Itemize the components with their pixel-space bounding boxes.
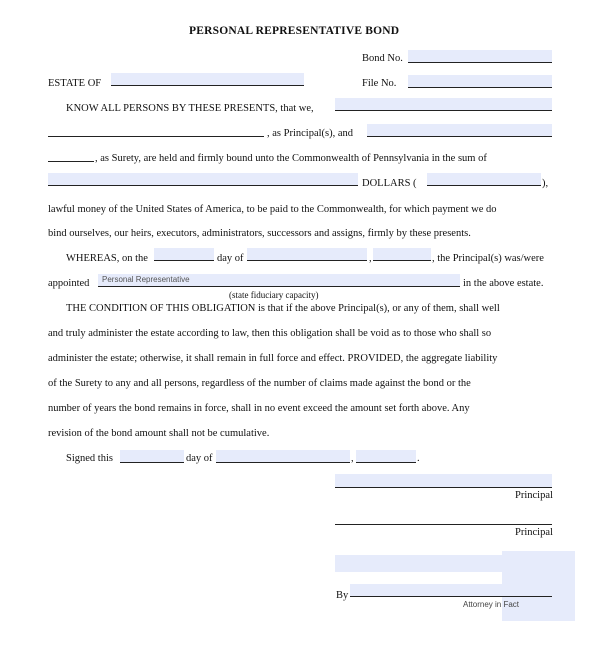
signed-year-field[interactable] bbox=[356, 450, 416, 463]
condition-text: THE CONDITION OF THIS OBLIGATION is that if the above Principal(s), or any of them, shall well bbox=[66, 303, 500, 314]
paragraph-line-1: and truly administer the estate according to law, then this obligation shall be void as to those who shall so bbox=[48, 328, 492, 339]
file-no-label: File No. bbox=[362, 78, 397, 89]
signed-period: . bbox=[417, 453, 420, 464]
fiduciary-capacity-field[interactable] bbox=[98, 274, 460, 287]
principal-was-were-text: , the Principal(s) was/were bbox=[432, 253, 544, 264]
in-above-estate-text: in the above estate. bbox=[463, 278, 544, 289]
appointed-label: appointed bbox=[48, 278, 90, 289]
attorney-by-field[interactable] bbox=[350, 584, 552, 597]
estate-of-label: ESTATE OF bbox=[48, 78, 102, 89]
paragraph-line-3: of the Surety to any and all persons, regardless of the number of claims made against the bond or the bbox=[48, 378, 471, 389]
whereas-on-text: WHEREAS, on the bbox=[66, 253, 148, 264]
signed-day-of-text: day of bbox=[186, 453, 213, 464]
know-all-text: KNOW ALL PERSONS BY THESE PRESENTS, that we, bbox=[66, 103, 314, 114]
signed-month-field[interactable] bbox=[216, 450, 350, 463]
principal-label-2: Principal bbox=[515, 527, 553, 538]
bind-ourselves-text: bind ourselves, our heirs, executors, administrators, successors and assigns, firmly by these presents. bbox=[48, 228, 471, 239]
whereas-day-field[interactable] bbox=[154, 248, 214, 261]
page-title: PERSONAL REPRESENTATIVE BOND bbox=[189, 25, 400, 37]
by-label: By bbox=[336, 590, 349, 601]
as-surety-text: , as Surety, are held and firmly bound unto the Commonwealth of Pennsylvania in the sum of bbox=[95, 153, 487, 164]
principal-signature-2[interactable] bbox=[335, 524, 552, 525]
amount-words-field[interactable] bbox=[48, 173, 358, 186]
signed-day-field[interactable] bbox=[120, 450, 184, 463]
principal-signature-1[interactable] bbox=[335, 474, 552, 488]
estate-of-field[interactable] bbox=[111, 73, 304, 86]
principal-name-field-1[interactable] bbox=[335, 98, 552, 111]
amount-figures-field[interactable] bbox=[427, 173, 541, 186]
surety-name-line-2[interactable] bbox=[48, 161, 94, 162]
state-fiduciary-caption: (state fiduciary capacity) bbox=[229, 290, 319, 300]
principal-label-1: Principal bbox=[515, 490, 553, 501]
signed-comma: , bbox=[351, 453, 354, 464]
bond-no-field[interactable] bbox=[408, 50, 552, 63]
whereas-year-field[interactable] bbox=[373, 248, 431, 261]
whereas-day-of-text: day of bbox=[217, 253, 244, 264]
paragraph-line-4: number of years the bond remains in force, shall in no event exceed the amount set forth above. Any bbox=[48, 403, 470, 414]
dollars-close: ), bbox=[542, 178, 549, 189]
paragraph-line-2: administer the estate; otherwise, it shall remain in full force and effect. PROVIDED, the aggregate liability bbox=[48, 353, 498, 364]
lawful-money-text: lawful money of the United States of America, to be paid to the Commonwealth, for which payment we do bbox=[48, 204, 497, 215]
paragraph-line-5: revision of the bond amount shall not be cumulative. bbox=[48, 428, 270, 439]
file-no-field[interactable] bbox=[408, 75, 552, 88]
bond-no-label: Bond No. bbox=[362, 53, 403, 64]
surety-name-field-1[interactable] bbox=[367, 124, 552, 137]
principal-name-line-2[interactable] bbox=[48, 136, 264, 137]
as-principal-text: , as Principal(s), and bbox=[267, 128, 354, 139]
attorney-in-fact-label: Attorney in Fact bbox=[463, 600, 520, 609]
whereas-month-field[interactable] bbox=[247, 248, 367, 261]
dollars-label: DOLLARS ( bbox=[362, 178, 417, 189]
signed-this-text: Signed this bbox=[66, 453, 113, 464]
whereas-comma: , bbox=[369, 253, 372, 264]
fiduciary-capacity-value: Personal Representative bbox=[102, 275, 190, 284]
